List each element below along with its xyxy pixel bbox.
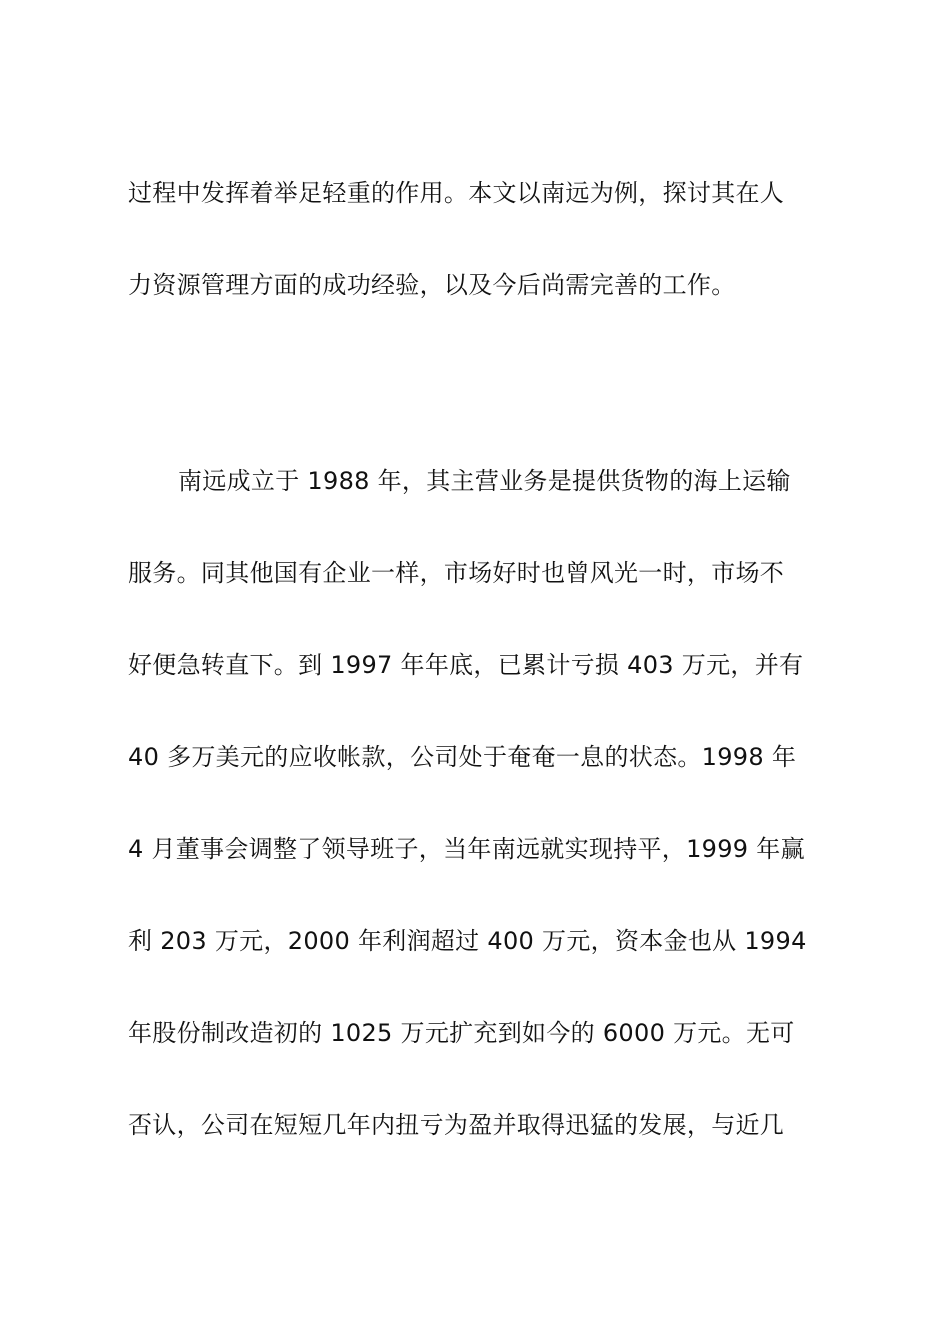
paragraph-2-line-8: 否认，公司在短短几年内扭亏为盈并取得迅猛的发展，与近几 bbox=[128, 1111, 785, 1139]
paragraph-1-line-1: 过程中发挥着举足轻重的作用。本文以南远为例，探讨其在人 bbox=[128, 179, 785, 207]
paragraph-2-line-7: 年股份制改造初的 1025 万元扩充到如今的 6000 万元。无可 bbox=[128, 1019, 795, 1047]
paragraph-2-line-1: 南远成立于 1988 年，其主营业务是提供货物的海上运输 bbox=[178, 467, 791, 495]
paragraph-2-line-3: 好便急转直下。到 1997 年年底，已累计亏损 403 万元，并有 bbox=[128, 651, 804, 679]
paragraph-2-line-4: 40 多万美元的应收帐款，公司处于奄奄一息的状态。1998 年 bbox=[128, 743, 797, 771]
paragraph-2-line-6: 利 203 万元，2000 年利润超过 400 万元，资本金也从 1994 bbox=[128, 927, 807, 955]
paragraph-2-line-2: 服务。同其他国有企业一样，市场好时也曾风光一时，市场不 bbox=[128, 559, 785, 587]
paragraph-2-line-5: 4 月董事会调整了领导班子，当年南远就实现持平，1999 年赢 bbox=[128, 835, 805, 863]
paragraph-1-line-2: 力资源管理方面的成功经验，以及今后尚需完善的工作。 bbox=[128, 271, 736, 299]
